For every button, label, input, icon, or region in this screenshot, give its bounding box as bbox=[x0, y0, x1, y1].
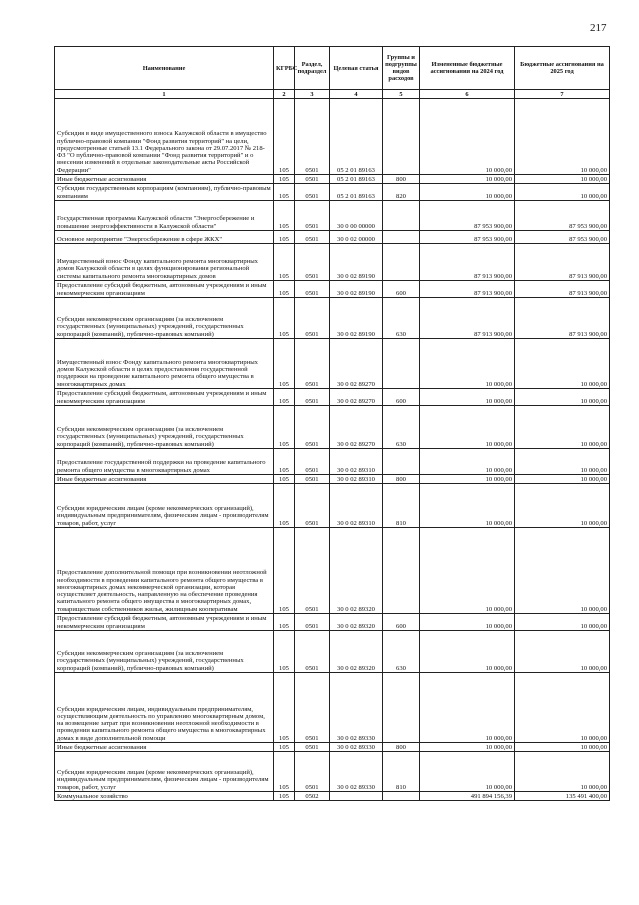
table-row bbox=[55, 475, 610, 484]
row-section: 0501 bbox=[295, 184, 330, 201]
table-row bbox=[55, 339, 610, 389]
header-target: Целевая статья bbox=[330, 47, 383, 90]
row-name: Субсидии юридическим лицам (кроме некоммерческих организаций), индивидуальным предпринимателям, физическим лицам - производителям товаров, работ, услуг bbox=[55, 752, 274, 792]
row-target: 30 0 02 89270 bbox=[330, 406, 383, 449]
row-value-2024: 10 000,00 bbox=[420, 528, 515, 614]
row-section: 0501 bbox=[295, 406, 330, 449]
row-name: Субсидии некоммерческим организациям (за исключением государственных (муниципальных) учреждений, государственных корпораций (компаний), публично-правовых компаний) bbox=[55, 298, 274, 339]
row-group: 800 bbox=[383, 743, 420, 752]
row-value-2025: 87 913 900,00 bbox=[515, 298, 610, 339]
row-name: Субсидии юридическим лицам (кроме некоммерческих организаций), индивидуальным предпринимателям, физическим лицам - производителям товаров, работ, услуг bbox=[55, 484, 274, 528]
row-value-2025: 10 000,00 bbox=[515, 406, 610, 449]
header-name: Наименование bbox=[55, 47, 274, 90]
row-kgrbs: 105 bbox=[274, 631, 295, 673]
row-group: 600 bbox=[383, 614, 420, 631]
row-name: Иные бюджетные ассигнования bbox=[55, 743, 274, 752]
row-section: 0501 bbox=[295, 614, 330, 631]
row-target bbox=[330, 792, 383, 801]
row-target: 30 0 02 89310 bbox=[330, 484, 383, 528]
row-value-2024: 87 953 900,00 bbox=[420, 201, 515, 231]
row-name: Субсидии государственным корпорациям (компаниям), публично-правовым компаниям bbox=[55, 184, 274, 201]
row-section: 0501 bbox=[295, 528, 330, 614]
row-target: 05 2 01 89163 bbox=[330, 99, 383, 175]
row-name: Предоставление субсидий бюджетным, автономным учреждениям и иным некоммерческим организациям bbox=[55, 281, 274, 298]
column-number: 2 bbox=[274, 90, 295, 99]
row-value-2025: 10 000,00 bbox=[515, 528, 610, 614]
row-kgrbs: 105 bbox=[274, 614, 295, 631]
row-kgrbs: 105 bbox=[274, 175, 295, 184]
row-group: 630 bbox=[383, 298, 420, 339]
row-target: 30 0 02 89190 bbox=[330, 244, 383, 281]
row-group: 630 bbox=[383, 631, 420, 673]
row-value-2024: 10 000,00 bbox=[420, 406, 515, 449]
row-target: 05 2 01 89163 bbox=[330, 184, 383, 201]
row-value-2024: 87 953 900,00 bbox=[420, 231, 515, 244]
table-row bbox=[55, 449, 610, 475]
row-value-2025: 135 491 400,00 bbox=[515, 792, 610, 801]
row-group bbox=[383, 231, 420, 244]
row-value-2024: 10 000,00 bbox=[420, 743, 515, 752]
row-value-2025: 10 000,00 bbox=[515, 673, 610, 743]
row-section: 0501 bbox=[295, 244, 330, 281]
row-value-2025: 87 913 900,00 bbox=[515, 244, 610, 281]
row-kgrbs: 105 bbox=[274, 449, 295, 475]
table-row bbox=[55, 484, 610, 528]
row-group: 820 bbox=[383, 184, 420, 201]
row-kgrbs: 105 bbox=[274, 99, 295, 175]
row-value-2024: 10 000,00 bbox=[420, 175, 515, 184]
table-header-row bbox=[55, 47, 610, 90]
table-row bbox=[55, 175, 610, 184]
table-row bbox=[55, 406, 610, 449]
column-number: 6 bbox=[420, 90, 515, 99]
row-section: 0501 bbox=[295, 281, 330, 298]
row-kgrbs: 105 bbox=[274, 281, 295, 298]
table-row bbox=[55, 673, 610, 743]
row-name: Имущественный взнос Фонду капитального ремонта многоквартирных домов Калужской области в целях функционирования региональной системы капитального ремонта многоквартирных домов bbox=[55, 244, 274, 281]
row-target: 30 0 02 89330 bbox=[330, 752, 383, 792]
row-group bbox=[383, 99, 420, 175]
column-number: 1 bbox=[55, 90, 274, 99]
header-section: Раздел, подраздел bbox=[295, 47, 330, 90]
table-row bbox=[55, 281, 610, 298]
header-group: Группы и подгруппы видов расходов bbox=[383, 47, 420, 90]
row-value-2024: 10 000,00 bbox=[420, 449, 515, 475]
row-section: 0501 bbox=[295, 475, 330, 484]
row-group: 800 bbox=[383, 175, 420, 184]
row-target: 30 0 02 89320 bbox=[330, 631, 383, 673]
table-row bbox=[55, 631, 610, 673]
row-name: Субсидии некоммерческим организациям (за исключением государственных (муниципальных) учреждений, государственных корпораций (компаний), публично-правовых компаний) bbox=[55, 406, 274, 449]
column-number: 4 bbox=[330, 90, 383, 99]
row-value-2025: 10 000,00 bbox=[515, 743, 610, 752]
row-value-2025: 10 000,00 bbox=[515, 484, 610, 528]
table-row bbox=[55, 614, 610, 631]
row-name: Государственная программа Калужской области "Энергосбережение и повышение энергоэффективности в Калужской области" bbox=[55, 201, 274, 231]
row-section: 0501 bbox=[295, 743, 330, 752]
row-name: Субсидии юридическим лицам, индивидуальным предпринимателям, осуществляющим деятельность по управлению многоквартирным домом, на возмещение затрат при возникновении неотложной необходимости в проведении капитального ремонта общего имущества в многоквартирных домах в виде дополнительной помощи bbox=[55, 673, 274, 743]
row-kgrbs: 105 bbox=[274, 475, 295, 484]
budget-table bbox=[54, 46, 610, 801]
table-row bbox=[55, 298, 610, 339]
header-budget-2025: Бюджетные ассигнования на 2025 год bbox=[515, 47, 610, 90]
row-section: 0501 bbox=[295, 484, 330, 528]
row-name: Предоставление субсидий бюджетным, автономным учреждениям и иным некоммерческим организациям bbox=[55, 389, 274, 406]
row-target: 05 2 01 89163 bbox=[330, 175, 383, 184]
row-value-2024: 10 000,00 bbox=[420, 475, 515, 484]
row-value-2024: 491 894 156,39 bbox=[420, 792, 515, 801]
row-target: 30 0 02 89330 bbox=[330, 673, 383, 743]
row-value-2024: 87 913 900,00 bbox=[420, 244, 515, 281]
row-section: 0501 bbox=[295, 389, 330, 406]
row-value-2025: 10 000,00 bbox=[515, 339, 610, 389]
row-value-2024: 10 000,00 bbox=[420, 631, 515, 673]
row-value-2025: 87 953 900,00 bbox=[515, 201, 610, 231]
row-kgrbs: 105 bbox=[274, 673, 295, 743]
table-row bbox=[55, 792, 610, 801]
row-name: Коммунальное хозяйство bbox=[55, 792, 274, 801]
row-value-2025: 87 953 900,00 bbox=[515, 231, 610, 244]
row-name: Иные бюджетные ассигнования bbox=[55, 175, 274, 184]
row-value-2025: 10 000,00 bbox=[515, 99, 610, 175]
row-group bbox=[383, 449, 420, 475]
row-group bbox=[383, 244, 420, 281]
row-value-2025: 87 913 900,00 bbox=[515, 281, 610, 298]
row-value-2024: 10 000,00 bbox=[420, 184, 515, 201]
row-target: 30 0 02 00000 bbox=[330, 231, 383, 244]
header-changed-2024: Измененные бюджетные ассигнования на 2024 год bbox=[420, 47, 515, 90]
row-value-2024: 10 000,00 bbox=[420, 339, 515, 389]
row-group bbox=[383, 792, 420, 801]
row-group bbox=[383, 673, 420, 743]
row-kgrbs: 105 bbox=[274, 298, 295, 339]
row-value-2024: 10 000,00 bbox=[420, 484, 515, 528]
row-kgrbs: 105 bbox=[274, 339, 295, 389]
header-kgrbs: КГРБС bbox=[274, 47, 295, 90]
row-value-2025: 10 000,00 bbox=[515, 631, 610, 673]
table-row bbox=[55, 244, 610, 281]
row-group: 800 bbox=[383, 475, 420, 484]
table-row bbox=[55, 752, 610, 792]
column-number-row bbox=[55, 90, 610, 99]
row-kgrbs: 105 bbox=[274, 244, 295, 281]
row-value-2025: 10 000,00 bbox=[515, 184, 610, 201]
row-group: 810 bbox=[383, 484, 420, 528]
table-row bbox=[55, 201, 610, 231]
row-kgrbs: 105 bbox=[274, 743, 295, 752]
table-row bbox=[55, 743, 610, 752]
row-name: Предоставление субсидий бюджетным, автономным учреждениям и иным некоммерческим организациям bbox=[55, 614, 274, 631]
row-value-2024: 10 000,00 bbox=[420, 389, 515, 406]
row-value-2025: 10 000,00 bbox=[515, 175, 610, 184]
table-row bbox=[55, 99, 610, 175]
row-kgrbs: 105 bbox=[274, 484, 295, 528]
row-section: 0501 bbox=[295, 752, 330, 792]
row-section: 0501 bbox=[295, 298, 330, 339]
row-kgrbs: 105 bbox=[274, 752, 295, 792]
row-name: Предоставление государственной поддержки на проведение капитального ремонта общего имущества в многоквартирных домах bbox=[55, 449, 274, 475]
row-group: 630 bbox=[383, 406, 420, 449]
row-target: 30 0 02 89190 bbox=[330, 298, 383, 339]
column-number: 3 bbox=[295, 90, 330, 99]
row-value-2025: 10 000,00 bbox=[515, 389, 610, 406]
row-name: Иные бюджетные ассигнования bbox=[55, 475, 274, 484]
row-kgrbs: 105 bbox=[274, 231, 295, 244]
row-kgrbs: 105 bbox=[274, 528, 295, 614]
row-value-2024: 87 913 900,00 bbox=[420, 281, 515, 298]
row-value-2024: 87 913 900,00 bbox=[420, 298, 515, 339]
table-row bbox=[55, 528, 610, 614]
row-name: Основное мероприятие "Энергосбережение в сфере ЖКХ" bbox=[55, 231, 274, 244]
row-target: 30 0 00 00000 bbox=[330, 201, 383, 231]
row-section: 0502 bbox=[295, 792, 330, 801]
row-value-2024: 10 000,00 bbox=[420, 752, 515, 792]
row-group: 810 bbox=[383, 752, 420, 792]
column-number: 7 bbox=[515, 90, 610, 99]
row-value-2025: 10 000,00 bbox=[515, 449, 610, 475]
row-target: 30 0 02 89270 bbox=[330, 339, 383, 389]
row-value-2025: 10 000,00 bbox=[515, 475, 610, 484]
row-kgrbs: 105 bbox=[274, 201, 295, 231]
row-section: 0501 bbox=[295, 449, 330, 475]
row-target: 30 0 02 89320 bbox=[330, 614, 383, 631]
row-section: 0501 bbox=[295, 631, 330, 673]
row-name: Имущественный взнос Фонду капитального ремонта многоквартирных домов Калужской области в целях предоставления государственной поддержки на проведение капитального ремонта общего имущества в многоквартирных домах bbox=[55, 339, 274, 389]
row-section: 0501 bbox=[295, 673, 330, 743]
row-kgrbs: 105 bbox=[274, 184, 295, 201]
row-target: 30 0 02 89190 bbox=[330, 281, 383, 298]
table-row bbox=[55, 184, 610, 201]
row-kgrbs: 105 bbox=[274, 406, 295, 449]
row-value-2025: 10 000,00 bbox=[515, 752, 610, 792]
row-value-2024: 10 000,00 bbox=[420, 614, 515, 631]
row-name: Субсидия в виде имущественного взноса Калужской области в имущество публично-правовой компании "Фонд развития территорий" на цели, предусмотренные статьей 13.1 Федерального закона от 29.07.2017 № 218-ФЗ "О публично-правовой компании "Фонд развития территорий" и о внесении изменений в отдельные законодательные акты Российской Федерации" bbox=[55, 99, 274, 175]
row-section: 0501 bbox=[295, 99, 330, 175]
row-name: Предоставление дополнительной помощи при возникновении неотложной необходимости в проведении капитального ремонта общего имущества в многоквартирных домах некоммерческой организации, которая осуществляет деятельность, направленную на обеспечение проведения капитального ремонта общего имущества в многоквартирных домах, товариществам собственников жилья, жилищным кооперативам bbox=[55, 528, 274, 614]
row-group: 600 bbox=[383, 389, 420, 406]
row-section: 0501 bbox=[295, 201, 330, 231]
row-target: 30 0 02 89330 bbox=[330, 743, 383, 752]
row-group: 600 bbox=[383, 281, 420, 298]
row-target: 30 0 02 89320 bbox=[330, 528, 383, 614]
row-section: 0501 bbox=[295, 339, 330, 389]
row-value-2024: 10 000,00 bbox=[420, 99, 515, 175]
row-group bbox=[383, 201, 420, 231]
row-target: 30 0 02 89270 bbox=[330, 389, 383, 406]
row-kgrbs: 105 bbox=[274, 389, 295, 406]
row-value-2024: 10 000,00 bbox=[420, 673, 515, 743]
row-section: 0501 bbox=[295, 175, 330, 184]
row-target: 30 0 02 89310 bbox=[330, 449, 383, 475]
row-target: 30 0 02 89310 bbox=[330, 475, 383, 484]
row-name: Субсидии некоммерческим организациям (за исключением государственных (муниципальных) учреждений, государственных корпораций (компаний), публично-правовых компаний) bbox=[55, 631, 274, 673]
table-row bbox=[55, 231, 610, 244]
column-number: 5 bbox=[383, 90, 420, 99]
row-section: 0501 bbox=[295, 231, 330, 244]
table-row bbox=[55, 389, 610, 406]
row-value-2025: 10 000,00 bbox=[515, 614, 610, 631]
page-number: 217 bbox=[590, 22, 607, 34]
row-kgrbs: 105 bbox=[274, 792, 295, 801]
row-group bbox=[383, 339, 420, 389]
row-group bbox=[383, 528, 420, 614]
